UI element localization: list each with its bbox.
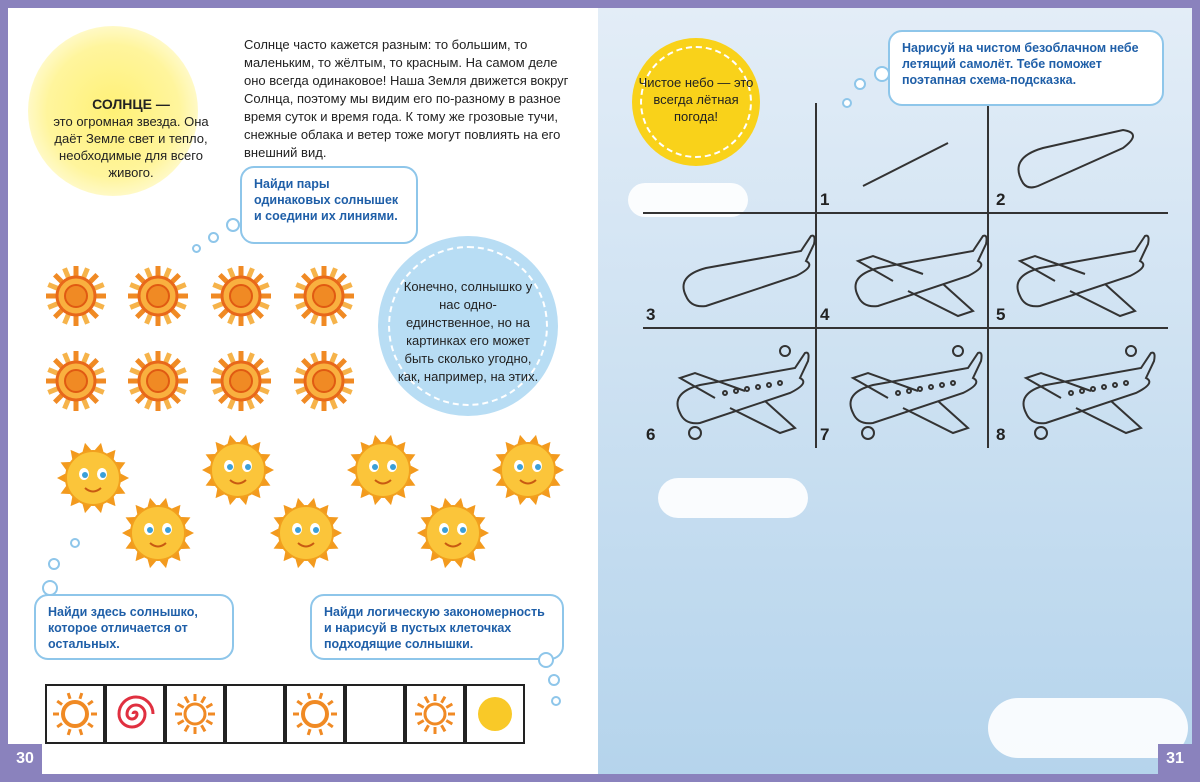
step-number: 4: [820, 305, 830, 324]
bubble-dot: [48, 558, 60, 570]
left-page: [8, 8, 598, 774]
pattern-cell: [105, 684, 165, 744]
sun-info-text: это огромная звезда. Она даёт Земле свет и тепло, необходимые для всего живого.: [53, 114, 209, 180]
bubble-dot: [842, 98, 852, 108]
different-task-text: Найди здесь солнышко, которое отличается от остальных.: [48, 605, 198, 651]
smiling-sun: [57, 443, 129, 513]
pattern-sun: [294, 351, 354, 411]
bubble-dot: [538, 652, 554, 668]
pattern-cell: [285, 684, 345, 744]
pattern-task-bubble: [310, 594, 564, 660]
bubble-dot: [548, 674, 560, 686]
smiling-sun: [417, 498, 489, 568]
sun-info-title: СОЛНЦЕ —: [92, 96, 170, 112]
pattern-cell-empty[interactable]: [345, 684, 405, 744]
smiling-sun: [270, 498, 342, 568]
pattern-cell: [465, 684, 525, 744]
bubble-dot: [70, 538, 80, 548]
smiling-sun: [202, 435, 274, 505]
draw-task-bubble: [888, 30, 1164, 106]
bubble-dot: [42, 580, 58, 596]
pattern-cell: [405, 684, 465, 744]
smiling-sun: [122, 498, 194, 568]
pattern-sun: [211, 351, 271, 411]
bubble-dot: [854, 78, 866, 90]
pattern-cell: [45, 684, 105, 744]
step-number: 2: [996, 190, 1006, 209]
pattern-sun: [294, 266, 354, 326]
bubble-dot: [551, 696, 561, 706]
sky-sun-circle: [632, 38, 760, 166]
info-circle-text: Конечно, солнышко у нас одно-единственное, но на картинках его может быть сколько угодно, как, например, на этих.: [397, 279, 539, 384]
smiling-sun: [347, 435, 419, 505]
step-number: 6: [646, 425, 656, 444]
page-number-right: 31: [1158, 744, 1192, 774]
pattern-sun: [128, 266, 188, 326]
page-number-left: 30: [8, 744, 42, 774]
draw-task-text: Нарисуй на чистом безоблачном небе летящий самолёт. Тебе поможет поэтапная схема-подсказка.: [902, 41, 1139, 87]
different-task-bubble: [34, 594, 234, 660]
sky-sun-text: Чистое небо — это всегда лётная погода!: [638, 75, 754, 124]
pattern-cell: [165, 684, 225, 744]
intro-text: Солнце часто кажется разным: то большим, то маленьким, то жёлтым, то красным. На самом деле оно всегда одинаковое! Наша Земля движется вокруг Солнца, поэтому мы видим его по-разному в разное время суток и время года. К тому же грозовые тучи, снежные облака и ветер тоже могут повлиять на его внешний вид.: [244, 37, 569, 160]
pattern-grid: [45, 684, 535, 744]
step-number: 1: [820, 190, 830, 209]
step-number: 5: [996, 305, 1006, 324]
step-number: 8: [996, 425, 1006, 444]
pattern-task-text: Найди логическую закономерность и нарисуй в пустых клеточках подходящие солнышки.: [324, 605, 545, 651]
pattern-sun: [46, 266, 106, 326]
step-number: 7: [820, 425, 830, 444]
pattern-sun: [46, 351, 106, 411]
pattern-sun: [211, 266, 271, 326]
step-number: 3: [646, 305, 656, 324]
pairs-task-text: Найди пары одинаковых солнышек и соедини их линиями.: [254, 177, 399, 223]
pattern-cell-empty[interactable]: [225, 684, 285, 744]
smiling-sun: [492, 435, 564, 505]
pattern-sun: [128, 351, 188, 411]
bubble-dot: [874, 66, 890, 82]
